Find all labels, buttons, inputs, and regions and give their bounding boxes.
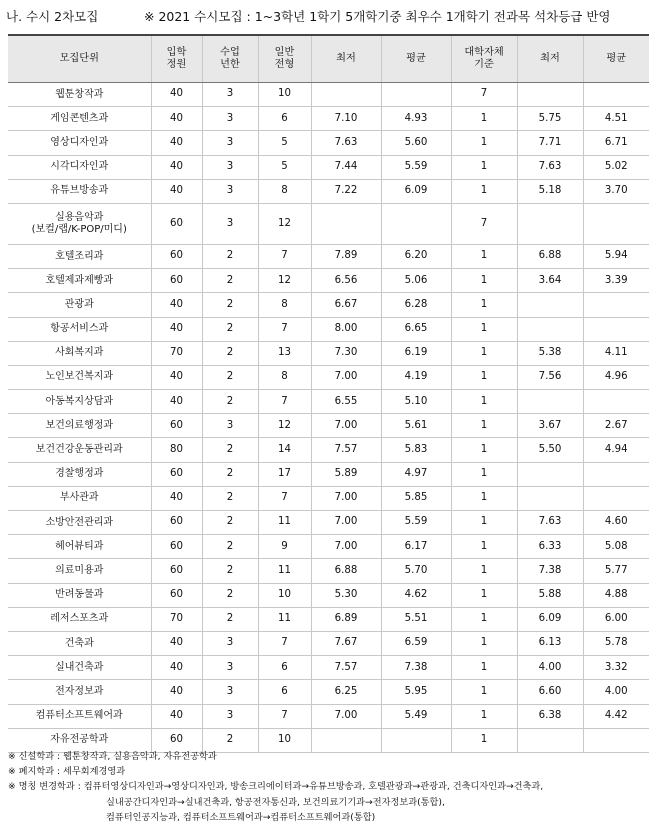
section-note: ※ 2021 수시모집 : 1~3학년 1학기 5개학기중 최우수 1개학기 전과목 석차등급 반영 — [144, 9, 611, 24]
table-row — [8, 680, 649, 704]
min2-cell: 7.63 — [517, 511, 583, 535]
self-standard-cell: 1 — [451, 131, 517, 155]
dept-name-cell: 게임콘텐츠과 — [8, 107, 151, 131]
min-cell: 6.88 — [311, 559, 381, 583]
quota-cell: 60 — [151, 462, 202, 486]
quota-cell: 60 — [151, 203, 202, 244]
self-standard-cell: 1 — [451, 438, 517, 462]
dept-name-cell: 사회복지과 — [8, 341, 151, 365]
years-cell: 2 — [202, 728, 258, 752]
quota-cell: 60 — [151, 511, 202, 535]
self-standard-cell: 1 — [451, 341, 517, 365]
avg-cell: 5.60 — [381, 131, 451, 155]
general-cell: 10 — [258, 83, 311, 107]
min2-cell: 6.13 — [517, 631, 583, 655]
dept-name-cell: 노인보건복지과 — [8, 365, 151, 389]
dept-name-cell: 자유전공학과 — [8, 728, 151, 752]
years-cell: 2 — [202, 607, 258, 631]
general-cell: 6 — [258, 680, 311, 704]
years-cell: 2 — [202, 269, 258, 293]
min2-cell: 3.64 — [517, 269, 583, 293]
years-cell: 2 — [202, 341, 258, 365]
avg2-cell: 4.94 — [583, 438, 649, 462]
dept-name-cell: 보건의료행정과 — [8, 414, 151, 438]
column-header: 수업 년한 — [202, 35, 258, 83]
avg-cell — [381, 203, 451, 244]
avg-cell: 5.59 — [381, 511, 451, 535]
general-cell: 17 — [258, 462, 311, 486]
dept-name-cell: 시각디자인과 — [8, 155, 151, 179]
avg-cell: 5.59 — [381, 155, 451, 179]
dept-name-cell: 관광과 — [8, 293, 151, 317]
min2-cell: 5.18 — [517, 179, 583, 203]
quota-cell: 40 — [151, 365, 202, 389]
avg2-cell — [583, 462, 649, 486]
min-cell: 7.57 — [311, 438, 381, 462]
dept-name-cell: 전자정보과 — [8, 680, 151, 704]
quota-cell: 40 — [151, 680, 202, 704]
years-cell: 3 — [202, 680, 258, 704]
self-standard-cell: 1 — [451, 559, 517, 583]
min-cell: 7.00 — [311, 365, 381, 389]
avg-cell: 5.95 — [381, 680, 451, 704]
column-header: 평균 — [583, 35, 649, 83]
self-standard-cell: 1 — [451, 704, 517, 728]
min2-cell: 7.56 — [517, 365, 583, 389]
general-cell: 8 — [258, 365, 311, 389]
avg-cell: 5.85 — [381, 486, 451, 510]
quota-cell: 40 — [151, 390, 202, 414]
avg2-cell: 5.94 — [583, 244, 649, 268]
quota-cell: 80 — [151, 438, 202, 462]
years-cell: 3 — [202, 83, 258, 107]
dept-name-cell: 항공서비스과 — [8, 317, 151, 341]
self-standard-cell: 1 — [451, 414, 517, 438]
dept-name-cell: 반려동물과 — [8, 583, 151, 607]
note-new-depts: ※ 신설학과 : 웹툰창작과, 실용음악과, 자유전공학과 — [8, 751, 217, 762]
table-row — [8, 583, 649, 607]
min-cell: 7.30 — [311, 341, 381, 365]
avg-cell: 5.83 — [381, 438, 451, 462]
self-standard-cell: 1 — [451, 269, 517, 293]
quota-cell: 40 — [151, 631, 202, 655]
years-cell: 3 — [202, 107, 258, 131]
table-row — [8, 486, 649, 510]
years-cell: 2 — [202, 390, 258, 414]
column-header: 대학자체 기준 — [451, 35, 517, 83]
min-cell: 7.00 — [311, 486, 381, 510]
quota-cell: 70 — [151, 607, 202, 631]
column-header: 최저 — [311, 35, 381, 83]
table-row — [8, 317, 649, 341]
avg-cell — [381, 83, 451, 107]
quota-cell: 40 — [151, 656, 202, 680]
years-cell: 3 — [202, 631, 258, 655]
self-standard-cell: 1 — [451, 365, 517, 389]
min2-cell: 5.75 — [517, 107, 583, 131]
general-cell: 5 — [258, 155, 311, 179]
general-cell: 6 — [258, 107, 311, 131]
general-cell: 7 — [258, 631, 311, 655]
avg-cell: 5.10 — [381, 390, 451, 414]
self-standard-cell: 7 — [451, 83, 517, 107]
table-row — [8, 535, 649, 559]
general-cell: 12 — [258, 269, 311, 293]
avg-cell: 5.51 — [381, 607, 451, 631]
avg2-cell — [583, 293, 649, 317]
years-cell: 2 — [202, 317, 258, 341]
table-row — [8, 390, 649, 414]
table-row — [8, 269, 649, 293]
quota-cell: 40 — [151, 107, 202, 131]
dept-name-cell: 소방안전관리과 — [8, 511, 151, 535]
min2-cell — [517, 486, 583, 510]
avg2-cell: 2.67 — [583, 414, 649, 438]
quota-cell: 60 — [151, 269, 202, 293]
min-cell — [311, 203, 381, 244]
min2-cell: 3.67 — [517, 414, 583, 438]
min-cell: 7.00 — [311, 704, 381, 728]
years-cell: 3 — [202, 414, 258, 438]
table-row — [8, 414, 649, 438]
avg-cell: 6.17 — [381, 535, 451, 559]
column-header: 최저 — [517, 35, 583, 83]
years-cell: 2 — [202, 365, 258, 389]
min2-cell: 7.71 — [517, 131, 583, 155]
avg2-cell: 3.32 — [583, 656, 649, 680]
min2-cell — [517, 390, 583, 414]
dept-name-cell: 실용음악과 (보컬/랩/K-POP/미디) — [8, 203, 151, 244]
table-row — [8, 341, 649, 365]
general-cell: 9 — [258, 535, 311, 559]
avg2-cell — [583, 203, 649, 244]
years-cell: 2 — [202, 511, 258, 535]
table-row — [8, 656, 649, 680]
avg-cell: 5.06 — [381, 269, 451, 293]
table-row — [8, 438, 649, 462]
avg2-cell: 4.42 — [583, 704, 649, 728]
dept-name-cell: 아동복지상담과 — [8, 390, 151, 414]
avg-cell: 6.09 — [381, 179, 451, 203]
avg2-cell — [583, 390, 649, 414]
quota-cell: 40 — [151, 131, 202, 155]
avg-cell: 6.65 — [381, 317, 451, 341]
avg2-cell — [583, 83, 649, 107]
years-cell: 2 — [202, 293, 258, 317]
quota-cell: 40 — [151, 155, 202, 179]
table-row — [8, 107, 649, 131]
table-row — [8, 511, 649, 535]
years-cell: 2 — [202, 583, 258, 607]
dept-name-cell: 건축과 — [8, 631, 151, 655]
general-cell: 7 — [258, 486, 311, 510]
years-cell: 2 — [202, 535, 258, 559]
dept-name-cell: 실내건축과 — [8, 656, 151, 680]
quota-cell: 40 — [151, 317, 202, 341]
min-cell: 6.25 — [311, 680, 381, 704]
quota-cell: 40 — [151, 486, 202, 510]
self-standard-cell: 1 — [451, 607, 517, 631]
general-cell: 8 — [258, 293, 311, 317]
table-row — [8, 293, 649, 317]
self-standard-cell: 1 — [451, 179, 517, 203]
dept-name-cell: 부사관과 — [8, 486, 151, 510]
dept-name-cell: 헤어뷰티과 — [8, 535, 151, 559]
column-header: 일반 전형 — [258, 35, 311, 83]
quota-cell: 60 — [151, 244, 202, 268]
self-standard-cell: 7 — [451, 203, 517, 244]
avg2-cell — [583, 486, 649, 510]
avg2-cell: 4.11 — [583, 341, 649, 365]
table-row — [8, 244, 649, 268]
min2-cell — [517, 317, 583, 341]
min-cell: 7.00 — [311, 414, 381, 438]
min-cell: 7.10 — [311, 107, 381, 131]
min-cell: 6.56 — [311, 269, 381, 293]
years-cell: 3 — [202, 704, 258, 728]
quota-cell: 60 — [151, 535, 202, 559]
quota-cell: 40 — [151, 179, 202, 203]
dept-name-cell: 호텔조리과 — [8, 244, 151, 268]
min-cell — [311, 83, 381, 107]
years-cell: 3 — [202, 203, 258, 244]
quota-cell: 40 — [151, 704, 202, 728]
general-cell: 8 — [258, 179, 311, 203]
table-body — [8, 83, 649, 753]
self-standard-cell: 1 — [451, 486, 517, 510]
min2-cell: 7.63 — [517, 155, 583, 179]
general-cell: 11 — [258, 559, 311, 583]
table-row — [8, 203, 649, 244]
min2-cell: 6.09 — [517, 607, 583, 631]
avg-cell: 4.19 — [381, 365, 451, 389]
quota-cell: 60 — [151, 414, 202, 438]
column-header: 모집단위 — [8, 35, 151, 83]
min2-cell: 6.60 — [517, 680, 583, 704]
note-closed-depts: ※ 폐지학과 : 세무회계경영과 — [8, 766, 126, 778]
general-cell: 12 — [258, 203, 311, 244]
general-cell: 14 — [258, 438, 311, 462]
min2-cell: 5.38 — [517, 341, 583, 365]
dept-name-cell: 경찰행정과 — [8, 462, 151, 486]
table-row — [8, 131, 649, 155]
table-row — [8, 607, 649, 631]
self-standard-cell: 1 — [451, 511, 517, 535]
table-row — [8, 365, 649, 389]
page-header — [6, 7, 651, 27]
min-cell: 7.57 — [311, 656, 381, 680]
avg-cell: 4.97 — [381, 462, 451, 486]
column-header: 입학 정원 — [151, 35, 202, 83]
quota-cell: 40 — [151, 293, 202, 317]
avg-cell: 5.70 — [381, 559, 451, 583]
min2-cell — [517, 83, 583, 107]
dept-name-cell: 영상디자인과 — [8, 131, 151, 155]
general-cell: 13 — [258, 341, 311, 365]
min-cell: 7.67 — [311, 631, 381, 655]
min2-cell — [517, 203, 583, 244]
general-cell: 7 — [258, 704, 311, 728]
avg2-cell: 4.88 — [583, 583, 649, 607]
dept-name-cell: 컴퓨터소프트웨어과 — [8, 704, 151, 728]
avg2-cell: 5.78 — [583, 631, 649, 655]
self-standard-cell: 1 — [451, 728, 517, 752]
years-cell: 2 — [202, 559, 258, 583]
table-row — [8, 179, 649, 203]
min-cell: 5.89 — [311, 462, 381, 486]
note-renamed-depts-cont-2: 컴퓨터인공지능과, 컴퓨터소프트웨어과→컴퓨터소프트웨어과(통합) — [106, 811, 376, 823]
section-title: 나. 수시 2차모집 — [6, 9, 99, 24]
min2-cell: 4.00 — [517, 656, 583, 680]
table-header-row — [8, 35, 649, 83]
avg-cell: 6.20 — [381, 244, 451, 268]
avg2-cell: 5.08 — [583, 535, 649, 559]
self-standard-cell: 1 — [451, 656, 517, 680]
general-cell: 10 — [258, 728, 311, 752]
avg2-cell: 3.39 — [583, 269, 649, 293]
avg2-cell: 6.71 — [583, 131, 649, 155]
table-row — [8, 462, 649, 486]
min-cell: 7.22 — [311, 179, 381, 203]
min-cell: 7.44 — [311, 155, 381, 179]
footnotes — [8, 749, 653, 825]
min2-cell: 6.33 — [517, 535, 583, 559]
min2-cell — [517, 293, 583, 317]
min-cell: 7.89 — [311, 244, 381, 268]
years-cell: 3 — [202, 656, 258, 680]
admission-table — [8, 34, 649, 753]
years-cell: 3 — [202, 155, 258, 179]
self-standard-cell: 1 — [451, 583, 517, 607]
general-cell: 10 — [258, 583, 311, 607]
min-cell: 6.67 — [311, 293, 381, 317]
quota-cell: 40 — [151, 83, 202, 107]
quota-cell: 60 — [151, 583, 202, 607]
self-standard-cell: 1 — [451, 390, 517, 414]
min2-cell: 6.38 — [517, 704, 583, 728]
avg-cell: 6.19 — [381, 341, 451, 365]
avg-cell: 6.28 — [381, 293, 451, 317]
self-standard-cell: 1 — [451, 680, 517, 704]
min2-cell: 6.88 — [517, 244, 583, 268]
avg-cell: 4.93 — [381, 107, 451, 131]
table-row — [8, 83, 649, 107]
min-cell: 7.63 — [311, 131, 381, 155]
general-cell: 11 — [258, 607, 311, 631]
avg2-cell: 3.70 — [583, 179, 649, 203]
note-renamed-depts: ※ 명칭 변경학과 : 컴퓨터영상디자인과→영상디자인과, 방송크리에이터과→유튜브방송과, 호텔관광과→관광과, 건축디자인과→건축과, — [8, 781, 544, 793]
self-standard-cell: 1 — [451, 155, 517, 179]
years-cell: 2 — [202, 486, 258, 510]
self-standard-cell: 1 — [451, 462, 517, 486]
avg2-cell: 4.51 — [583, 107, 649, 131]
dept-name-cell: 보건건강운동관리과 — [8, 438, 151, 462]
min2-cell: 7.38 — [517, 559, 583, 583]
self-standard-cell: 1 — [451, 535, 517, 559]
avg-cell: 6.59 — [381, 631, 451, 655]
table-row — [8, 559, 649, 583]
avg2-cell: 4.96 — [583, 365, 649, 389]
avg-cell: 5.49 — [381, 704, 451, 728]
min-cell: 8.00 — [311, 317, 381, 341]
column-header: 평균 — [381, 35, 451, 83]
general-cell: 6 — [258, 656, 311, 680]
min2-cell: 5.88 — [517, 583, 583, 607]
min-cell: 7.00 — [311, 511, 381, 535]
avg-cell: 4.62 — [381, 583, 451, 607]
self-standard-cell: 1 — [451, 107, 517, 131]
self-standard-cell: 1 — [451, 317, 517, 341]
min2-cell — [517, 462, 583, 486]
dept-name-cell: 의료미용과 — [8, 559, 151, 583]
years-cell: 2 — [202, 462, 258, 486]
avg-cell: 5.61 — [381, 414, 451, 438]
general-cell: 7 — [258, 244, 311, 268]
self-standard-cell: 1 — [451, 244, 517, 268]
min-cell: 6.55 — [311, 390, 381, 414]
min-cell: 6.89 — [311, 607, 381, 631]
avg2-cell: 4.00 — [583, 680, 649, 704]
note-renamed-depts-cont-1: 실내공간디자인과→실내건축과, 항공전자통신과, 보건의료기기과→전자정보과(통합), — [106, 796, 445, 808]
table-row — [8, 631, 649, 655]
avg2-cell: 6.00 — [583, 607, 649, 631]
years-cell: 2 — [202, 244, 258, 268]
dept-name-cell: 웹툰창작과 — [8, 83, 151, 107]
self-standard-cell: 1 — [451, 631, 517, 655]
years-cell: 2 — [202, 438, 258, 462]
quota-cell: 60 — [151, 559, 202, 583]
table-row — [8, 704, 649, 728]
dept-name-cell: 호텔제과제빵과 — [8, 269, 151, 293]
avg2-cell: 5.02 — [583, 155, 649, 179]
min-cell: 5.30 — [311, 583, 381, 607]
general-cell: 7 — [258, 390, 311, 414]
general-cell: 12 — [258, 414, 311, 438]
quota-cell: 60 — [151, 728, 202, 752]
self-standard-cell: 1 — [451, 293, 517, 317]
avg2-cell — [583, 317, 649, 341]
avg-cell: 7.38 — [381, 656, 451, 680]
table-row — [8, 155, 649, 179]
years-cell: 3 — [202, 179, 258, 203]
avg2-cell: 4.60 — [583, 511, 649, 535]
dept-name-cell: 유튜브방송과 — [8, 179, 151, 203]
min2-cell: 5.50 — [517, 438, 583, 462]
quota-cell: 70 — [151, 341, 202, 365]
general-cell: 5 — [258, 131, 311, 155]
avg2-cell: 5.77 — [583, 559, 649, 583]
general-cell: 7 — [258, 317, 311, 341]
min-cell: 7.00 — [311, 535, 381, 559]
general-cell: 11 — [258, 511, 311, 535]
years-cell: 3 — [202, 131, 258, 155]
dept-name-cell: 레저스포츠과 — [8, 607, 151, 631]
